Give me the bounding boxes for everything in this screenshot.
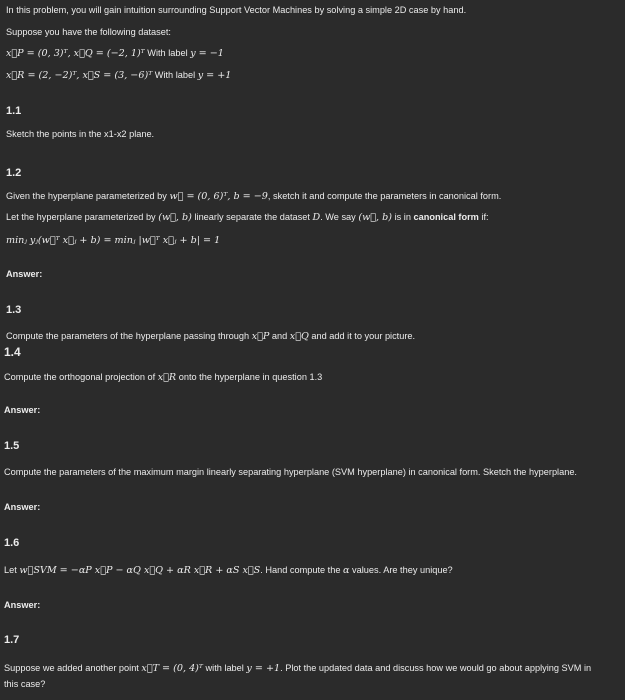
section-1-6-heading: 1.6	[4, 537, 20, 549]
section-1-5-answer-label: Answer:	[4, 502, 41, 512]
s14-text-b: onto the hyperplane in question 1.3	[178, 372, 323, 382]
s12-text1-b: , sketch it and compute the parameters in canonical form.	[267, 191, 502, 201]
section-1-7-text-1	[4, 662, 591, 675]
points-pos: x⃗R = (2, −2)ᵀ, x⃗S = (3, −6)ᵀ	[6, 70, 153, 81]
s12-text2-math1: (w⃗, b)	[158, 212, 192, 223]
section-1-2-text-1	[6, 190, 501, 203]
s12-text2-math3: (w⃗, b)	[358, 212, 393, 223]
section-1-6-text	[4, 564, 453, 577]
section-1-1-text: Sketch the points in the x1-x2 plane.	[6, 129, 155, 139]
label-neg: y = −1	[190, 48, 224, 59]
s12-text2-d: is in	[394, 212, 411, 222]
s16-text-b: . Hand compute the	[260, 565, 341, 575]
s16-text-a: Let	[4, 565, 17, 575]
s17-text-b: with label	[205, 663, 244, 673]
s12-text2-e: if:	[481, 212, 489, 222]
s13-text-c: and add it to your picture.	[311, 331, 416, 341]
intro-text: In this problem, you will gain intuition surrounding Support Vector Machines by solving a simple 2D case by hand.	[6, 5, 467, 15]
s13-math-xp: x⃗P	[251, 331, 270, 342]
s14-math-xr: x⃗R	[157, 372, 177, 383]
dataset-negative-points	[6, 47, 224, 60]
s17-text-a: Suppose we added another point	[4, 663, 139, 673]
section-1-4-text	[4, 371, 322, 384]
problem-panel-bottom	[0, 360, 625, 700]
label-pos: y = +1	[197, 70, 232, 81]
s16-text-c: values. Are they unique?	[352, 565, 453, 575]
s12-text2-a: Let the hyperplane parameterized by	[6, 212, 156, 222]
s17-text-c: . Plot the updated data and discuss how we would go about applying SVM in	[280, 663, 592, 673]
canonical-form-formula: minⱼ yⱼ(w⃗ᵀ x⃗ⱼ + b) = minⱼ |w⃗ᵀ x⃗ⱼ + b| = 1	[6, 235, 221, 246]
section-1-4-heading: 1.4	[4, 345, 21, 359]
dataset-positive-points	[6, 69, 231, 82]
section-1-2-heading: 1.2	[6, 167, 22, 179]
s12-canonical-form-term: canonical form	[413, 212, 479, 222]
s16-math-wsvm: w⃗SVM = −αP x⃗P − αQ x⃗Q + αR x⃗R + αS x⃗S	[19, 565, 261, 576]
section-1-6-answer-label: Answer:	[4, 600, 41, 610]
section-1-5-text: Compute the parameters of the maximum margin linearly separating hyperplane (SVM hyperplane) in canonical form. Sketch the hyperplane.	[4, 467, 577, 477]
section-1-7-heading: 1.7	[4, 634, 20, 646]
section-1-1-heading: 1.1	[6, 105, 22, 117]
section-1-2-text-2	[6, 211, 489, 224]
s12-text2-b: linearly separate the dataset	[194, 212, 310, 222]
section-1-2-answer-label: Answer:	[6, 269, 43, 279]
section-1-7-text-2: this case?	[4, 679, 46, 689]
s16-math-alpha: α	[343, 565, 350, 576]
points-neg: x⃗P = (0, 3)ᵀ, x⃗Q = (−2, 1)ᵀ	[6, 48, 145, 59]
s14-text-a: Compute the orthogonal projection of	[4, 372, 156, 382]
s13-math-xq: x⃗Q	[289, 331, 309, 342]
s12-text1-math: w⃗ = (0, 6)ᵀ, b = −9	[169, 191, 268, 202]
s13-text-a: Compute the parameters of the hyperplane passing through	[6, 331, 250, 341]
s17-math-xt: x⃗T = (0, 4)ᵀ	[141, 663, 203, 674]
s13-text-b: and	[271, 331, 288, 341]
section-1-4-answer-label: Answer:	[4, 405, 41, 415]
section-1-2-formula	[6, 234, 220, 247]
s17-math-label: y = +1	[246, 663, 281, 674]
section-1-5-heading: 1.5	[4, 440, 20, 452]
label-pos-prefix: With label	[154, 70, 196, 80]
s12-text2-c: . We say	[320, 212, 356, 222]
label-neg-prefix: With label	[147, 48, 188, 58]
s12-text2-math2: D	[312, 212, 321, 223]
dataset-label: Suppose you have the following dataset:	[6, 27, 171, 37]
section-1-3-text	[6, 330, 415, 343]
s12-text1-a: Given the hyperplane parameterized by	[6, 191, 167, 201]
section-1-3-heading: 1.3	[6, 304, 22, 316]
